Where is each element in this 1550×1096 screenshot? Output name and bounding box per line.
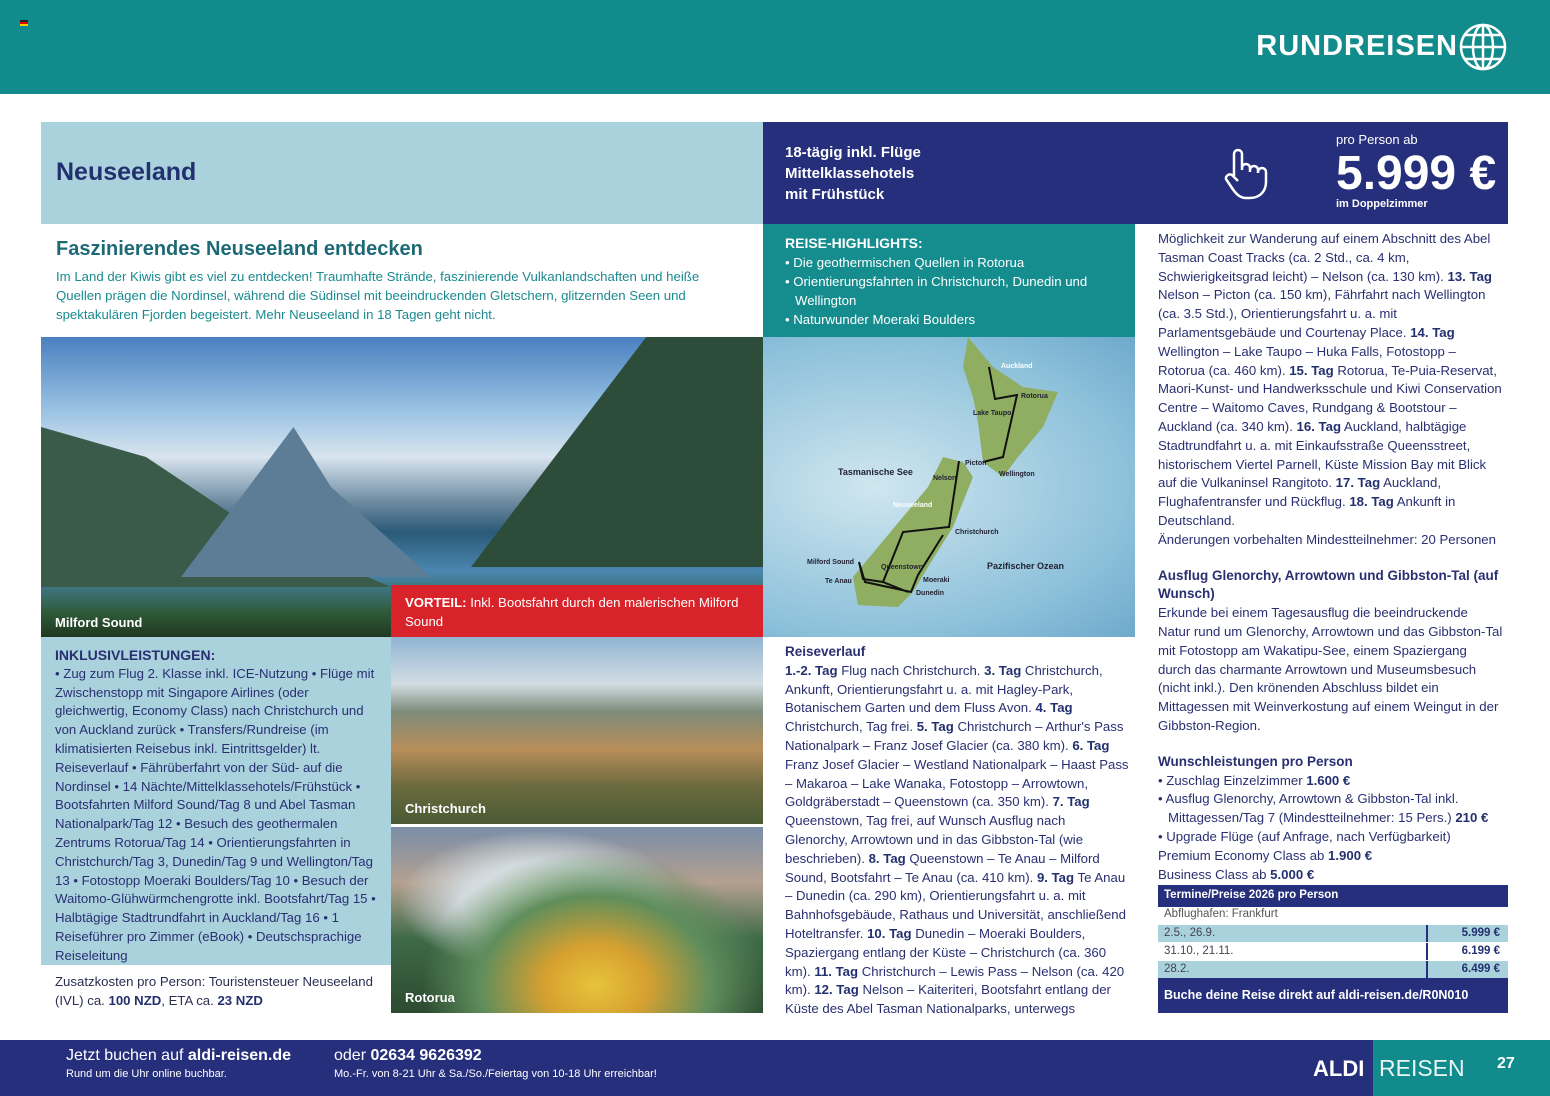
day-label: 7. Tag <box>1052 794 1090 810</box>
day-text: Christchurch – Arthur's Pass Nationalpark – Franz Josef Glacier (ca. 380 km). <box>785 719 1124 753</box>
map-label: Milford Sound <box>807 559 855 566</box>
options-heading: Wunschleistungen pro Person <box>1158 753 1353 769</box>
day-text: Dunedin – Moeraki Boulders, Spaziergang entlang der Küste – Christchurch (ca. 360 km). <box>785 925 1107 979</box>
day-label: 15. Tag <box>1289 362 1334 378</box>
price-note: im Doppelzimmer <box>1336 198 1428 210</box>
day-text: Franz Josef Glacier – Westland Nationalpark – Haast Pass – Makaroa – Lake Wanaka, Fotostopp – Arrowtown, Goldgräberstadt – Queenstown (ca. 350 km). <box>785 756 1129 810</box>
highlights-heading: REISE-HIGHLIGHTS: <box>785 235 923 251</box>
mountain-shape <box>471 337 763 567</box>
day-text: Nelson – Kaiteriteri, Bootsfahrt entlang der Küste des Abel Tasman Nationalparks, unterwegs <box>785 982 1111 1017</box>
day-text: Te Anau – Dunedin (ca. 290 km), Orientierungsfahrt u. a. mit Bahnhofsgebäude, Rathaus und Universität, anschließend Hoteltransfer. <box>785 869 1126 941</box>
day-text: Flug nach Christchurch. <box>837 662 985 678</box>
map-label: Te Anau <box>825 578 852 585</box>
day-label: 9. Tag <box>1036 869 1075 885</box>
itinerary-text-continued <box>1158 230 1503 531</box>
map-label: Tasmanische See <box>838 467 913 477</box>
feature: Mittelklassehotels <box>785 165 915 182</box>
map-graphic <box>763 337 1135 637</box>
phone-booking: oder 02634 9626392 <box>334 1047 482 1064</box>
map-label: Dunedin <box>916 590 944 597</box>
inclusions-heading: INKLUSIVLEISTUNGEN: <box>55 647 216 663</box>
price: 6.199 € <box>1426 943 1508 960</box>
map-label: Lake Taupo <box>973 410 1012 417</box>
day-label: 3. Tag <box>984 662 1022 678</box>
day-text: Nelson – Picton (ca. 150 km), Fährfahrt nach Wellington (ca. 3.5 Std.), Orientierungsfahrt u. a. mit Parlamentsgebäude und Courtenay Place. <box>1158 287 1486 340</box>
intro-heading: Faszinierendes Neuseeland entdecken <box>56 238 423 260</box>
option-item: • Zuschlag Einzelzimmer 1.600 € <box>1158 772 1351 788</box>
mountain-shape <box>181 427 431 577</box>
inclusions-box <box>41 637 391 965</box>
price: 6.499 € <box>1426 961 1508 978</box>
itinerary-note: Änderungen vorbehalten Mindestteilnehmer: 20 Personen <box>1158 531 1496 547</box>
day-text: Christchurch, Tag frei. <box>785 719 917 735</box>
price-table <box>1158 885 1508 1013</box>
phone-number[interactable]: 02634 9626392 <box>370 1047 482 1064</box>
option-item: • Upgrade Flüge (auf Anfrage, nach Verfügbarkeit) <box>1158 828 1451 844</box>
excursion-heading: Ausflug Glenorchy, Arrowtown und Gibbston-Tal (auf Wunsch) <box>1158 567 1499 602</box>
hours-note: Mo.-Fr. von 8-21 Uhr & Sa./So./Feiertag von 10-18 Uhr erreichbar! <box>334 1068 657 1080</box>
price-label: pro Person ab <box>1336 132 1418 147</box>
day-label: 11. Tag <box>814 963 859 979</box>
advantage-text: Inkl. Bootsfahrt durch den malerischen Milford Sound <box>405 595 739 629</box>
option-item: • Ausflug Glenorchy, Arrowtown & Gibbston-Tal inkl. Mittagessen/Tag 7 (Mindestteilnehmer: 15 Pers.) 210 € <box>1158 791 1489 826</box>
inclusions-text: • Zug zum Flug 2. Klasse inkl. ICE-Nutzung • Flüge mit Zwischenstopp mit Singapore Airlines (oder gleichwertig, Economy Class) nach Christchurch und von Auckland zurück • Transfers/Rundreise (im klimatisierten Reisebus inkl. Eintrittsgelder) lt. Reiseverlauf • Fährüberfahrt von der Süd- auf die Nordinsel • 14 Nächte/Mittelklassehotels/Frühstück • Bootsfahrten Milford Sound/Tag 8 und Abel Tasman Nationalpark/Tag 12 • Besuch des geothermalen Zentrums Rotorua/Tag 14 • Orientierungsfahrten in Christchurch/Tag 3, Dunedin/Tag 9 und Wellington/Tag 13 • Fotostopp Moeraki Boulders/Tag 10 • Besuch der Waitomo-Glühwürmchengrotte inkl. Bootsfahrt/Tag 15 • Halbtägige Stadtrundfahrt in Auckland/Tag 16 • 1 Reiseführer pro Zimmer (eBook) • Deutschsprachige Reiseleitung <box>55 665 376 963</box>
page-number: 27 <box>1497 1055 1515 1072</box>
north-island <box>963 337 1058 477</box>
day-text: Auckland, Flughafentransfer und Rückflug. <box>1158 475 1441 510</box>
extra-cost-value: 100 NZD <box>108 993 162 1008</box>
price: 5.999 € <box>1426 925 1508 942</box>
dates: 28.2. <box>1164 963 1190 975</box>
extra-costs <box>55 972 385 1010</box>
itinerary-text <box>785 662 1130 1019</box>
itinerary-heading: Reiseverlauf <box>785 644 866 659</box>
price-table-header: Termine/Preise 2026 pro Person <box>1158 885 1508 907</box>
day-label: 6. Tag <box>1072 737 1110 753</box>
option-item: Business Class ab 5.000 € <box>1158 866 1315 882</box>
table-row <box>1158 960 1508 978</box>
dates: 31.10., 21.11. <box>1164 945 1234 957</box>
map-label: Pazifischer Ozean <box>987 561 1065 571</box>
day-text: Ankunft in Deutschland. <box>1158 494 1456 528</box>
map-label: Picton <box>965 460 987 467</box>
map-label: Nelson <box>933 475 957 482</box>
itinerary <box>785 643 1130 1019</box>
price: 5.999 € <box>1336 147 1497 200</box>
globe-icon <box>1458 22 1508 72</box>
day-text: Christchurch, Ankunft, Orientierungsfahrt u. a. mit Hagley-Park, Botanischem Garten und dem Fluss Avon. <box>785 662 1103 716</box>
pointing-hand-icon <box>1218 146 1274 202</box>
top-banner <box>0 0 1550 94</box>
route-map <box>763 337 1135 637</box>
option-item: Premium Economy Class ab 1.900 € <box>1158 847 1373 863</box>
advantage-box <box>391 585 763 637</box>
map-label: Neuseeland <box>893 502 933 509</box>
day-label: 10. Tag <box>867 925 912 941</box>
flag-icon <box>20 20 28 26</box>
day-text: Queenstown – Te Anau – Milford Sound, Bootsfahrt – Te Anau (ca. 410 km). <box>785 850 1100 885</box>
footer <box>0 1040 1550 1096</box>
day-label: 18. Tag <box>1349 494 1394 510</box>
day-text: Rotorua, Te-Puia-Reservat, Maori-Kunst- und Handwerksschule und Kiwi Conservation Centre – Waitomo Caves, Rundgang & Bootstour – Auckland (ca. 340 km). <box>1158 362 1502 434</box>
online-note: Rund um die Uhr online buchbar. <box>66 1068 227 1080</box>
departure-airport: Abflughafen: Frankfurt <box>1164 908 1278 920</box>
extra-costs-text: , ETA ca. <box>161 993 218 1008</box>
brand-box <box>1373 1040 1550 1096</box>
day-label: 1.-2. Tag <box>785 662 838 678</box>
brand-logo-text: REISEN <box>1379 1055 1465 1081</box>
highlight-item: • Orientierungsfahrten in Christchurch, Dunedin und Wellington <box>785 274 1088 308</box>
feature: mit Frühstück <box>785 186 885 203</box>
day-label: 4. Tag <box>1035 700 1073 716</box>
booking-link[interactable]: Buche deine Reise direkt auf aldi-reisen.de/R0N010 <box>1158 978 1508 1013</box>
advantage-label: VORTEIL: <box>405 595 467 610</box>
table-row <box>1158 924 1508 942</box>
map-label: Moeraki <box>923 577 950 584</box>
brand-logo: ALDI <box>1313 1056 1365 1081</box>
book-online: Jetzt buchen auf aldi-reisen.de <box>66 1047 292 1064</box>
extra-costs-text: Zusatzkosten pro Person: Touristensteuer Neuseeland (IVL) ca. <box>55 974 373 1008</box>
map-label: Rotorua <box>1021 393 1048 400</box>
day-text: Auckland, halbtägige Stadtrundfahrt u. a. mit Einkaufsstraße Queensstreet, historischem Viertel Parnell, Küste Mission Bay mit Blick auf die Vulkaninsel Rangitoto. <box>1158 418 1487 491</box>
day-text: Queenstown, Tag frei, auf Wunsch Ausflug nach Glenorchy, Arrowtown und in das Gibbston-Tal (wie beschrieben). <box>785 813 1084 866</box>
map-label: Christchurch <box>955 529 999 536</box>
rotorua-photo <box>391 827 763 1013</box>
website-link[interactable]: aldi-reisen.de <box>187 1047 292 1064</box>
day-label: 13. Tag <box>1447 268 1492 284</box>
offer-features <box>785 142 921 205</box>
right-column <box>1158 230 1503 884</box>
day-text: Christchurch – Lewis Pass – Nelson (ca. 420 km). <box>785 963 1125 998</box>
feature: 18-tägig inkl. Flüge <box>785 144 921 161</box>
dates: 2.5., 26.9. <box>1164 927 1216 939</box>
intro <box>41 224 763 337</box>
highlight-item: • Die geothermischen Quellen in Rotorua <box>785 255 1025 270</box>
section-title: RUNDREISEN <box>1256 30 1458 62</box>
table-row <box>1158 942 1508 960</box>
day-label: 14. Tag <box>1410 324 1455 340</box>
day-text: Wellington – Lake Taupo – Huka Falls, Fotostopp – Rotorua (ca. 460 km). <box>1158 343 1456 378</box>
day-label: 8. Tag <box>868 850 906 866</box>
day-label: 12. Tag <box>814 982 859 998</box>
title-box <box>41 122 763 224</box>
highlight-item: • Naturwunder Moeraki Boulders <box>785 312 976 327</box>
photo-caption: Christchurch <box>405 801 486 816</box>
highlights <box>763 224 1135 337</box>
page-title: Neuseeland <box>56 158 197 186</box>
photo-caption: Rotorua <box>405 990 455 1005</box>
extra-cost-value: 23 NZD <box>217 993 263 1008</box>
christchurch-photo <box>391 637 763 824</box>
milford-sound-photo <box>41 337 763 637</box>
intro-text: Im Land der Kiwis gibt es viel zu entdecken! Traumhafte Strände, faszinierende Vulkanlandschaften und heiße Quellen prägen die Nordinsel, während die Südinsel mit beeindruckenden Gletschern, glitzernden Seen und spektakulären Fjorden begeistert. Mehr Neuseeland in 18 Tagen geht nicht. <box>56 269 700 322</box>
day-label: 5. Tag <box>916 719 954 735</box>
map-label: Wellington <box>999 471 1035 478</box>
map-label: Queenstown <box>881 564 924 571</box>
day-label: 16. Tag <box>1296 418 1341 434</box>
day-label: 17. Tag <box>1335 475 1381 491</box>
excursion-text: Erkunde bei einem Tagesausflug die beeindruckende Natur rund um Glenorchy, Arrowtown und das Gibbston-Tal mit Fotostopp am Wakatipu-See, einem Spaziergang durch das charmante Arrowtown und Museumsbesuch (nicht inkl.). Den krönenden Abschluss bildet ein Mittagessen mit Weinverkostung auf einem Weingut in der Gibbston-Region. <box>1158 605 1503 733</box>
photo-caption: Milford Sound <box>55 615 143 630</box>
day-text: Möglichkeit zur Wanderung auf einem Abschnitt des Abel Tasman Coast Tracks (ca. 2 Std., ca. 4 km, Schwierigkeitsgrad leicht) – Nelson (ca. 130 km). <box>1158 231 1491 284</box>
map-label: Auckland <box>1001 363 1033 370</box>
offer-box <box>763 122 1508 224</box>
